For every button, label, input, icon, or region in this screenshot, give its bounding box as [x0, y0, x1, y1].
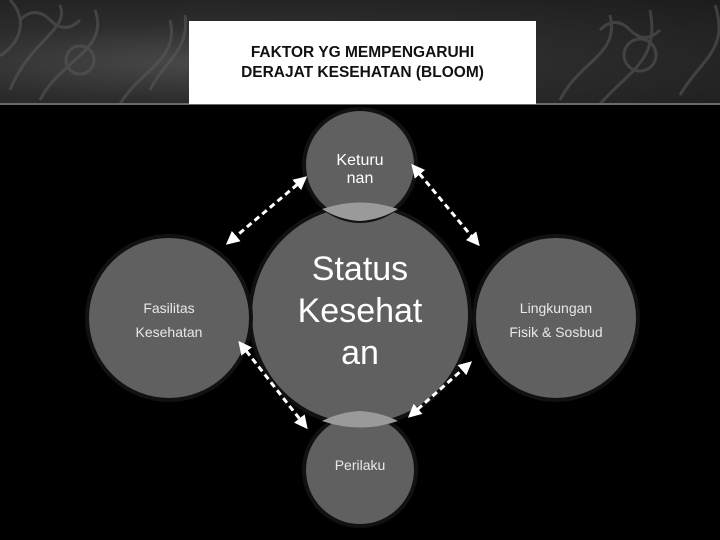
label-lingkungan: Lingkungan Fisik & Sosbud	[509, 300, 603, 340]
label-status-kesehatan: Status Kesehat an	[297, 250, 423, 372]
slide-title: FAKTOR YG MEMPENGARUHI DERAJAT KESEHATAN (BLOOM)	[241, 43, 484, 81]
label-perilaku: Perilaku	[334, 457, 386, 473]
label-keturunan: Keturu nan	[336, 152, 384, 187]
label-fasilitas-kesehatan: Fasilitas Kesehatan	[135, 300, 203, 340]
